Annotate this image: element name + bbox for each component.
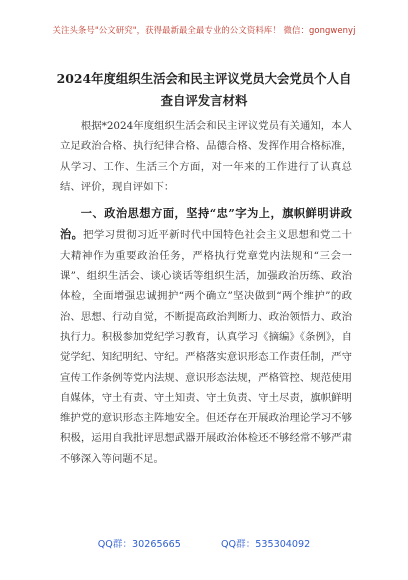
footer-contact: [0, 536, 408, 550]
section-1-heading: 一、政治思想方面，坚持“忠”字为上，旗帜鲜明讲政治。: [60, 206, 352, 242]
header-banner: 关注头条号"公文研究"，获得最新最全最专业的公文资料库！ 微信：gongwenyj: [52, 25, 356, 35]
footer-qq-group-1: QQ群：30265665: [97, 539, 181, 550]
section-1-paragraph: [60, 203, 352, 469]
section-1-body: 把学习贯彻习近平新时代中国特色社会主义思想和党二十大精神作为重要政治任务，严格执行党章党内法规和“三会一课”、组织生活会、谈心谈话等组织生活，加强政治历练、政治体检，全面增强忠诚拥护“两个确立”坚决做到“两个维护”的政治、思想、行动自觉，不断提高政治判断力、政治领悟力、政治执行力。积极参加党纪学习教育，认真学习《摘编》《条例》，自觉学纪、知纪明纪、守纪。严格落实意识形态工作责任制，严守宣传工作条例等党内法规、意识形态法规，严格管控、规范使用自媒体，守土有责、守土知责、守土负责、守土尽责，旗帜鲜明维护党的意识形态主阵地安全。但还存在开展政治理论学习不够积极，运用自我批评思想武器开展政治体检还不够经常不够严肃不够深入等问题不足。: [60, 229, 352, 465]
footer-qq-group-2: QQ群：535304092: [221, 539, 311, 550]
intro-paragraph: 根据*2024年度组织生活会和民主评议党员有关通知，本人立足政治合格、执行纪律合格、品德合格、发挥作用合格标准，从学习、工作、生活三个方面，对一年来的工作进行了认真总结、评价，现自评如下：: [60, 120, 352, 193]
document-body: [60, 116, 352, 469]
page-title: 2024年度组织生活会和民主评议党员大会党员个人自查自评发言材料: [56, 71, 352, 108]
